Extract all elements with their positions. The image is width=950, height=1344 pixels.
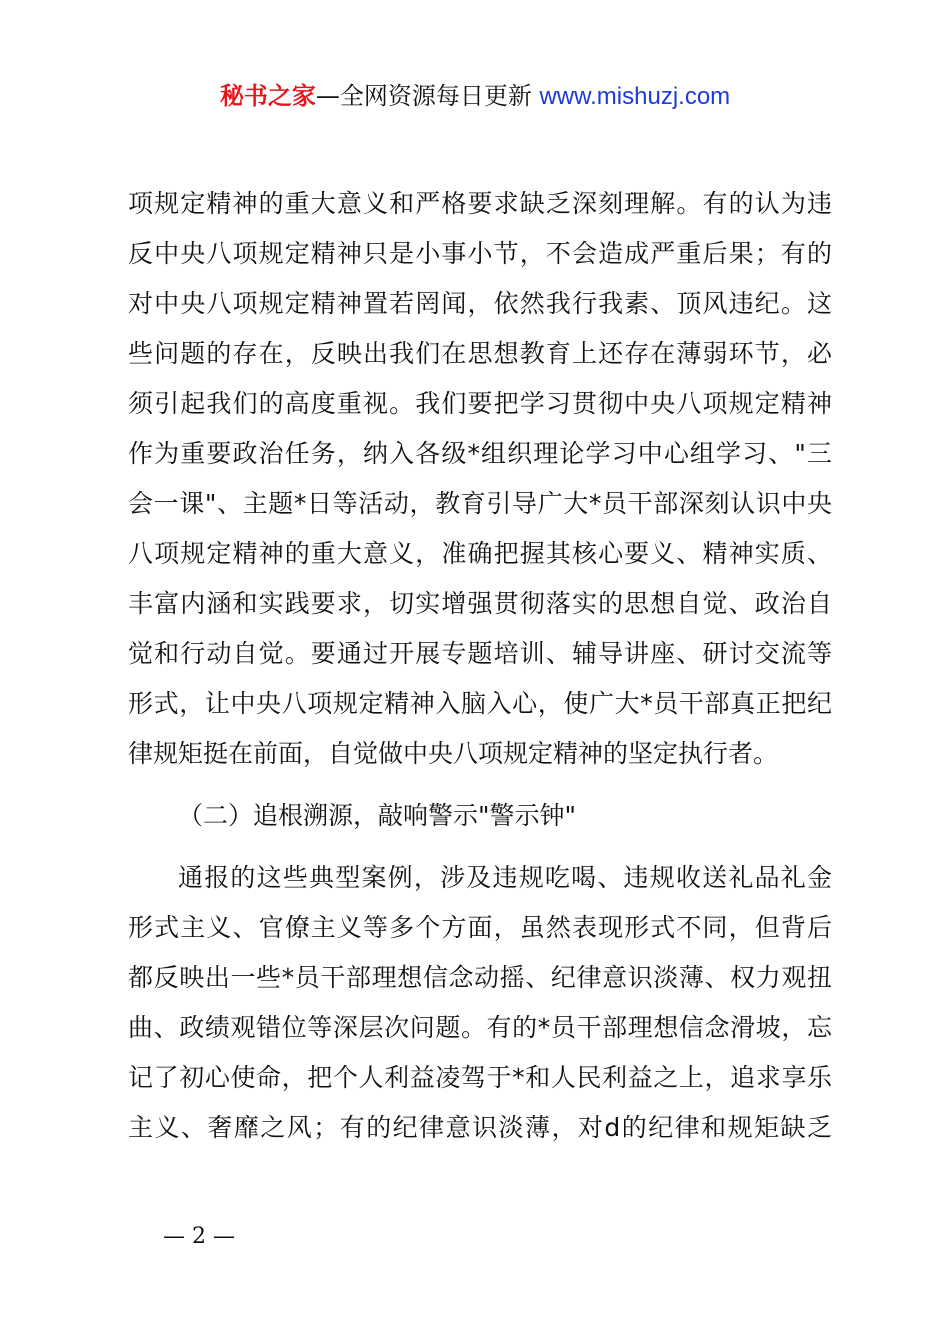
text-line: 形式，让中央八项规定精神入脑入心，使广大*员干部真正把纪 <box>128 689 832 718</box>
text-line: 会一课"、主题*日等活动，教育引导广大*员干部深刻认识中央 <box>128 489 832 518</box>
site-header <box>0 80 950 113</box>
text-line: 主义、奢靡之风；有的纪律意识淡薄，对d的纪律和规矩缺乏 <box>128 1113 832 1142</box>
section-heading: （二）追根溯源，敲响警示"警示钟" <box>178 801 576 830</box>
brand-name: 秘书之家 <box>219 82 316 110</box>
text-line: 通报的这些典型案例，涉及违规吃喝、违规收送礼品礼金 <box>178 863 832 892</box>
text-line: 八项规定精神的重大意义，准确把握其核心要义、精神实质、 <box>128 539 832 568</box>
text-line: 须引起我们的高度重视。我们要把学习贯彻中央八项规定精神 <box>128 389 832 418</box>
text-line: 对中央八项规定精神置若罔闻，依然我行我素、顶风违纪。这 <box>128 289 832 318</box>
header-tagline: —全网资源每日更新 <box>315 82 532 110</box>
text-line: 曲、政绩观错位等深层次问题。有的*员干部理想信念滑坡，忘 <box>128 1013 832 1042</box>
text-line: 律规矩挺在前面，自觉做中央八项规定精神的坚定执行者。 <box>128 739 779 768</box>
header-url[interactable]: www.mishuzj.com <box>539 83 731 110</box>
text-line: 反中央八项规定精神只是小事小节，不会造成严重后果；有的 <box>128 239 832 268</box>
text-line: 形式主义、官僚主义等多个方面，虽然表现形式不同，但背后 <box>128 913 832 942</box>
text-line: 觉和行动自觉。要通过开展专题培训、辅导讲座、研讨交流等 <box>128 639 832 668</box>
text-line: 都反映出一些*员干部理想信念动摇、纪律意识淡薄、权力观扭 <box>128 963 832 992</box>
page-number: — 2 — <box>163 1224 235 1249</box>
text-line: 记了初心使命，把个人利益凌驾于*和人民利益之上，追求享乐 <box>128 1063 832 1092</box>
text-line: 项规定精神的重大意义和严格要求缺乏深刻理解。有的认为违 <box>128 189 832 218</box>
text-line: 些问题的存在，反映出我们在思想教育上还存在薄弱环节，必 <box>128 339 832 368</box>
text-line: 丰富内涵和实践要求，切实增强贯彻落实的思想自觉、政治自 <box>128 589 832 618</box>
text-line: 作为重要政治任务，纳入各级*组织理论学习中心组学习、"三 <box>128 439 832 468</box>
